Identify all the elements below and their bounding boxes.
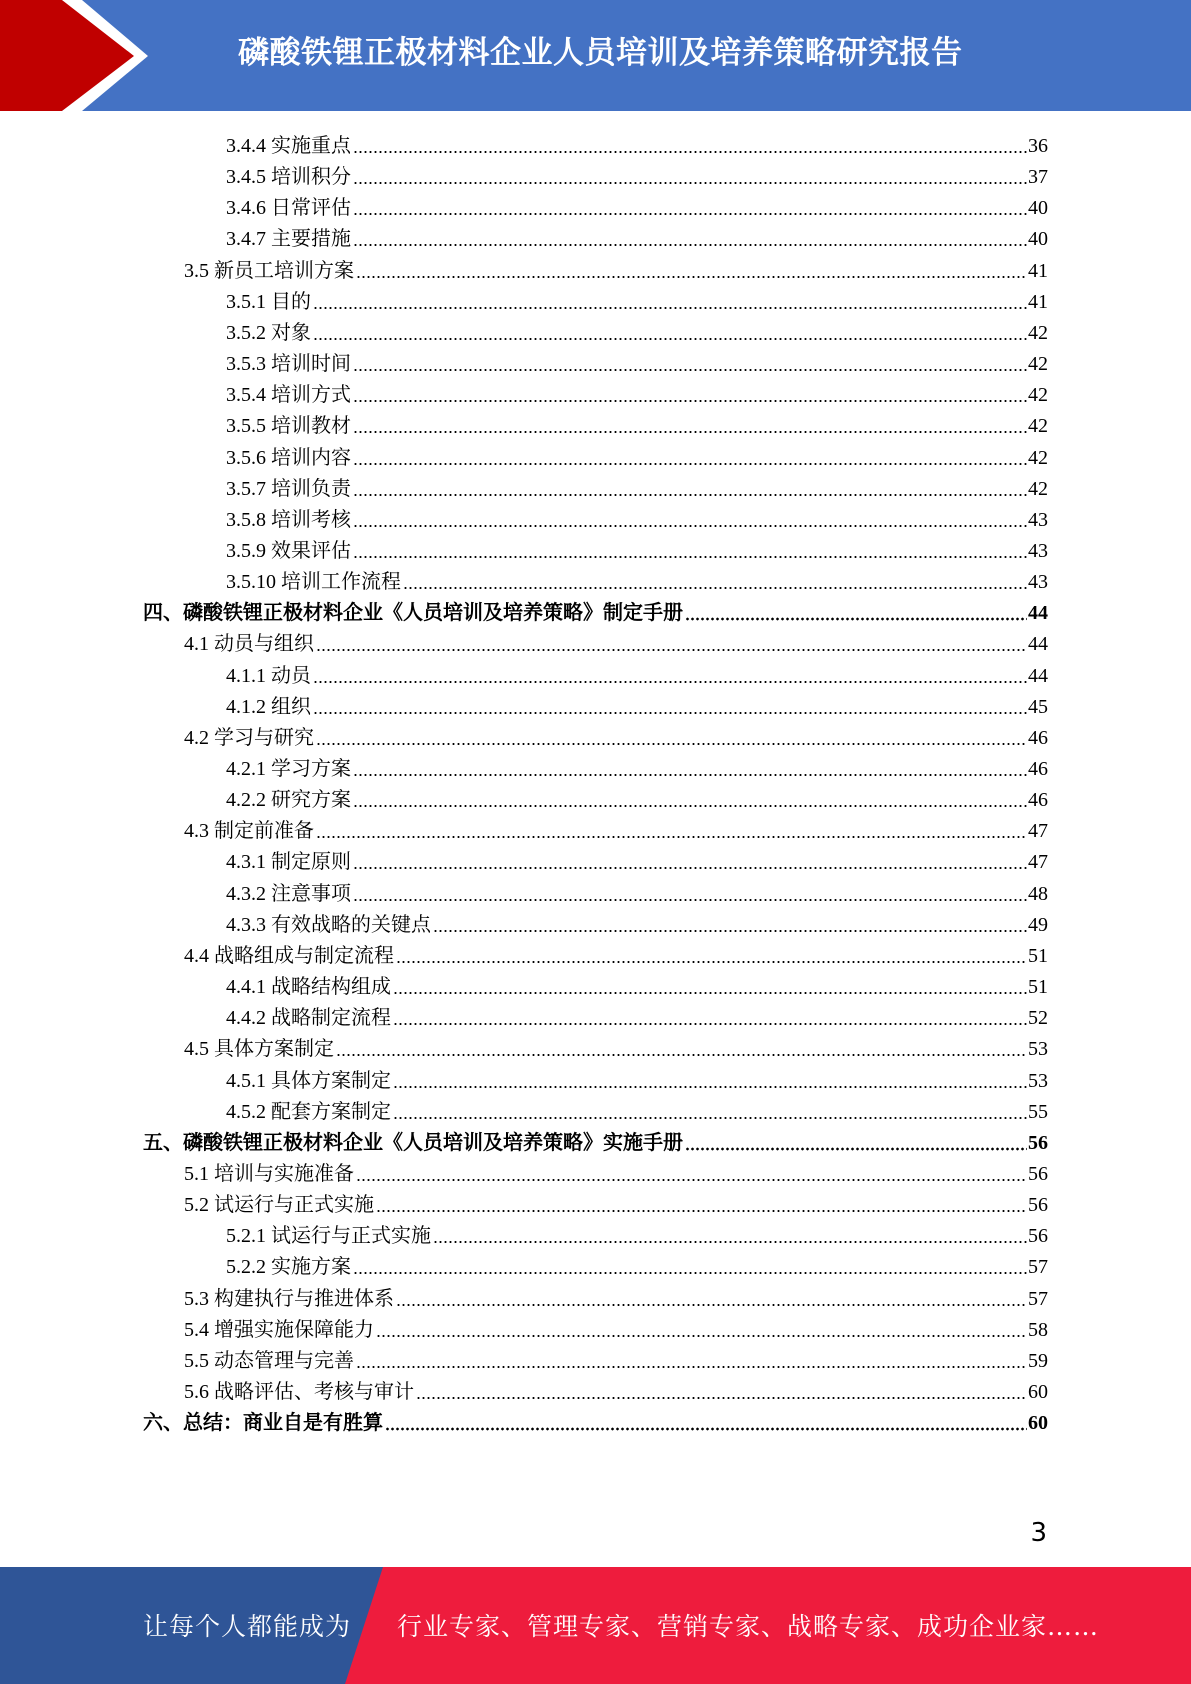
toc-entry-page: 36 (1028, 135, 1048, 157)
toc-dot-leader (313, 680, 1027, 684)
toc-entry[interactable] (226, 532, 1048, 563)
document-title: 磷酸铁锂正极材料企业人员培训及培养策略研究报告 (238, 35, 963, 71)
toc-entry[interactable] (226, 1062, 1048, 1093)
toc-entry[interactable] (226, 501, 1048, 532)
toc-entry[interactable] (184, 1155, 1048, 1186)
toc-entry[interactable] (226, 843, 1048, 874)
toc-entry-page: 42 (1028, 446, 1048, 469)
toc-entry-title: 4.2.2 研究方案 (226, 789, 351, 812)
footer-slogan-left: 让每个人都能成为 (143, 1612, 352, 1641)
toc-entry-page: 57 (1028, 1256, 1048, 1279)
toc-entry-page: 57 (1028, 1287, 1048, 1310)
toc-entry-title: 3.5.4 培训方式 (226, 384, 351, 407)
toc-entry-title: 4.4.2 战略制定流程 (226, 1007, 391, 1030)
toc-entry-title: 4.1.2 组织 (226, 695, 311, 718)
toc-dot-leader (316, 835, 1027, 839)
toc-entry-page: 51 (1028, 976, 1048, 999)
toc-entry-title: 3.5.5 培训教材 (226, 415, 351, 438)
toc-dot-leader (416, 1396, 1027, 1400)
toc-entry[interactable] (226, 781, 1048, 812)
toc-entry[interactable] (226, 1217, 1048, 1248)
toc-entry[interactable] (143, 1404, 1048, 1435)
toc-entry-page: 43 (1028, 508, 1048, 531)
toc-entry-page: 56 (1028, 1225, 1048, 1248)
toc-entry[interactable] (184, 1186, 1048, 1217)
toc-entry-title: 3.4.7 主要措施 (226, 228, 351, 251)
toc-dot-leader (396, 1303, 1027, 1307)
toc-entry-title: 3.4.4 实施重点 (226, 135, 351, 157)
toc-entry-page: 56 (1028, 1194, 1048, 1217)
toc-dot-leader (316, 742, 1027, 746)
toc-entry-title: 4.5 具体方案制定 (184, 1038, 334, 1061)
toc-entry[interactable] (226, 688, 1048, 719)
toc-entry[interactable] (143, 1124, 1048, 1155)
toc-entry-page: 47 (1028, 820, 1048, 843)
toc-entry-title: 5.4 增强实施保障能力 (184, 1318, 374, 1341)
toc-dot-leader (353, 1271, 1027, 1275)
toc-dot-leader (313, 337, 1027, 341)
toc-entry-page: 46 (1028, 758, 1048, 780)
toc-entry[interactable] (226, 127, 1048, 158)
toc-entry[interactable] (226, 345, 1048, 376)
toc-entry[interactable] (184, 937, 1048, 968)
toc-entry-title: 3.5.9 效果评估 (226, 539, 351, 562)
toc-entry[interactable] (226, 470, 1048, 501)
toc-entry-page: 60 (1028, 1412, 1048, 1435)
toc-dot-leader (353, 773, 1027, 777)
toc-entry-page: 43 (1028, 571, 1048, 594)
toc-entry-title: 4.5.1 具体方案制定 (226, 1069, 391, 1092)
toc-entry[interactable] (226, 750, 1048, 781)
toc-entry[interactable] (184, 1311, 1048, 1342)
toc-dot-leader (393, 991, 1027, 995)
toc-entry-page: 53 (1028, 1038, 1048, 1061)
toc-entry-title: 4.1.1 动员 (226, 664, 311, 687)
toc-entry[interactable] (184, 625, 1048, 656)
toc-entry-page: 42 (1028, 353, 1048, 376)
toc-entry[interactable] (184, 1342, 1048, 1373)
toc-dot-leader (376, 1209, 1027, 1213)
toc-entry-page: 44 (1028, 633, 1048, 656)
toc-dot-leader (353, 212, 1027, 216)
toc-entry[interactable] (184, 252, 1048, 283)
toc-dot-leader (316, 648, 1027, 652)
toc-entry[interactable] (184, 1280, 1048, 1311)
toc-entry-page: 46 (1028, 726, 1048, 749)
toc-entry-title: 3.5.10 培训工作流程 (226, 571, 401, 594)
toc-entry-page: 51 (1028, 944, 1048, 967)
toc-dot-leader (356, 1365, 1027, 1369)
toc-dot-leader (353, 898, 1027, 902)
toc-dot-leader (353, 493, 1027, 497)
toc-entry-title: 3.5.6 培训内容 (226, 446, 351, 469)
toc-entry-page: 56 (1028, 1131, 1048, 1154)
toc-entry-title: 5.3 构建执行与推进体系 (184, 1287, 394, 1310)
toc-dot-leader (685, 617, 1027, 621)
toc-entry-title: 3.4.6 日常评估 (226, 197, 351, 220)
toc-dot-leader (393, 1085, 1027, 1089)
toc-entry-title: 3.5 新员工培训方案 (184, 259, 354, 282)
toc-entry[interactable] (226, 283, 1048, 314)
toc-entry-page: 43 (1028, 539, 1048, 562)
toc-entry-title: 3.5.7 培训负责 (226, 477, 351, 500)
toc-dot-leader (353, 555, 1027, 559)
toc-entry-page: 45 (1028, 695, 1048, 718)
toc-entry-page: 42 (1028, 477, 1048, 500)
toc-entry[interactable] (226, 968, 1048, 999)
toc-entry[interactable] (226, 906, 1048, 937)
toc-entry-title: 4.2.1 学习方案 (226, 758, 351, 780)
toc-entry-title: 4.1 动员与组织 (184, 633, 314, 656)
toc-entry[interactable] (226, 439, 1048, 470)
toc-dot-leader (396, 960, 1027, 964)
toc-dot-leader (685, 1147, 1027, 1151)
toc-entry-title: 3.4.5 培训积分 (226, 166, 351, 189)
toc-dot-leader (356, 275, 1027, 279)
toc-entry-page: 48 (1028, 882, 1048, 905)
toc-entry-page: 40 (1028, 197, 1048, 220)
page-number: 3 (1030, 1518, 1047, 1548)
toc-entry[interactable] (226, 189, 1048, 220)
toc-dot-leader (433, 929, 1027, 933)
toc-entry-title: 4.3 制定前准备 (184, 820, 314, 843)
toc-dot-leader (356, 1178, 1027, 1182)
toc-entry[interactable] (184, 1373, 1048, 1404)
toc-entry-page: 58 (1028, 1318, 1048, 1341)
toc-entry-page: 42 (1028, 321, 1048, 344)
toc-entry-title: 4.3.1 制定原则 (226, 851, 351, 874)
toc-entry[interactable] (226, 657, 1048, 688)
page-footer (0, 1567, 1191, 1684)
toc-dot-leader (376, 1334, 1027, 1338)
toc-entry[interactable] (226, 158, 1048, 189)
toc-entry-page: 59 (1028, 1349, 1048, 1372)
toc-entry-page: 44 (1028, 602, 1048, 625)
toc-dot-leader (433, 1240, 1027, 1244)
toc-dot-leader (353, 399, 1027, 403)
toc-entry[interactable] (184, 812, 1048, 843)
toc-dot-leader (353, 524, 1027, 528)
toc-dot-leader (385, 1427, 1027, 1431)
toc-entry-title: 六、总结：商业自是有胜算 (143, 1412, 383, 1435)
toc-entry-page: 55 (1028, 1100, 1048, 1123)
toc-entry-title: 4.3.2 注意事项 (226, 882, 351, 905)
toc-entry-title: 5.2.1 试运行与正式实施 (226, 1225, 431, 1248)
toc-entry-title: 四、磷酸铁锂正极材料企业《人员培训及培养策略》制定手册 (143, 602, 683, 625)
toc-entry-title: 3.5.3 培训时间 (226, 353, 351, 376)
toc-dot-leader (353, 243, 1027, 247)
toc-entry[interactable] (226, 999, 1048, 1030)
toc-entry[interactable] (226, 1093, 1048, 1124)
toc-entry-title: 5.2.2 实施方案 (226, 1256, 351, 1279)
toc-entry-title: 4.4.1 战略结构组成 (226, 976, 391, 999)
toc-dot-leader (353, 368, 1027, 372)
toc-entry[interactable] (226, 376, 1048, 407)
toc-entry-title: 5.1 培训与实施准备 (184, 1162, 354, 1185)
toc-entry[interactable] (143, 594, 1048, 625)
toc-dot-leader (313, 711, 1027, 715)
toc-entry[interactable] (226, 875, 1048, 906)
toc-entry-title: 4.2 学习与研究 (184, 726, 314, 749)
toc-dot-leader (353, 150, 1027, 154)
toc-entry[interactable] (226, 314, 1048, 345)
footer-slogan-right: 行业专家、管理专家、营销专家、战略专家、成功企业家…… (397, 1612, 1100, 1641)
red-arrow-shape (0, 0, 148, 111)
toc-entry-page: 42 (1028, 384, 1048, 407)
toc-entry-title: 4.3.3 有效战略的关键点 (226, 913, 431, 936)
toc-entry-title: 五、磷酸铁锂正极材料企业《人员培训及培养策略》实施手册 (143, 1131, 683, 1154)
toc-entry[interactable] (226, 563, 1048, 594)
toc-entry-title: 3.5.1 目的 (226, 290, 311, 313)
toc-dot-leader (353, 804, 1027, 808)
toc-entry-title: 5.2 试运行与正式实施 (184, 1194, 374, 1217)
toc-entry-title: 5.5 动态管理与完善 (184, 1349, 354, 1372)
toc-dot-leader (353, 181, 1027, 185)
toc-entry-page: 41 (1028, 259, 1048, 282)
toc-entry[interactable] (226, 1248, 1048, 1279)
toc-entry[interactable] (184, 719, 1048, 750)
toc-entry-page: 56 (1028, 1162, 1048, 1185)
toc-entry-page: 42 (1028, 415, 1048, 438)
toc-dot-leader (403, 586, 1027, 590)
toc-dot-leader (393, 1116, 1027, 1120)
toc-entry[interactable] (226, 407, 1048, 438)
toc-entry[interactable] (226, 220, 1048, 251)
toc-entry-title: 3.5.2 对象 (226, 321, 311, 344)
toc-entry-title: 4.5.2 配套方案制定 (226, 1100, 391, 1123)
toc-entry-title: 5.6 战略评估、考核与审计 (184, 1381, 414, 1403)
toc-dot-leader (393, 1022, 1027, 1026)
toc-entry-title: 4.4 战略组成与制定流程 (184, 944, 394, 967)
toc-entry-page: 40 (1028, 228, 1048, 251)
toc-entry-page: 49 (1028, 913, 1048, 936)
toc-entry-page: 53 (1028, 1069, 1048, 1092)
toc-entry-page: 52 (1028, 1007, 1048, 1030)
toc-dot-leader (353, 866, 1027, 870)
toc-entry-page: 37 (1028, 166, 1048, 189)
toc-entry-page: 41 (1028, 290, 1048, 313)
toc-entry-page: 44 (1028, 664, 1048, 687)
toc-entry-title: 3.5.8 培训考核 (226, 508, 351, 531)
toc-dot-leader (353, 430, 1027, 434)
toc-entry-page: 60 (1028, 1381, 1048, 1403)
toc-entry[interactable] (184, 1030, 1048, 1061)
toc-dot-leader (336, 1053, 1027, 1057)
toc-entry-page: 46 (1028, 789, 1048, 812)
toc-dot-leader (353, 462, 1027, 466)
toc-dot-leader (313, 306, 1027, 310)
page-header (0, 0, 1191, 111)
toc-entry-page: 47 (1028, 851, 1048, 874)
